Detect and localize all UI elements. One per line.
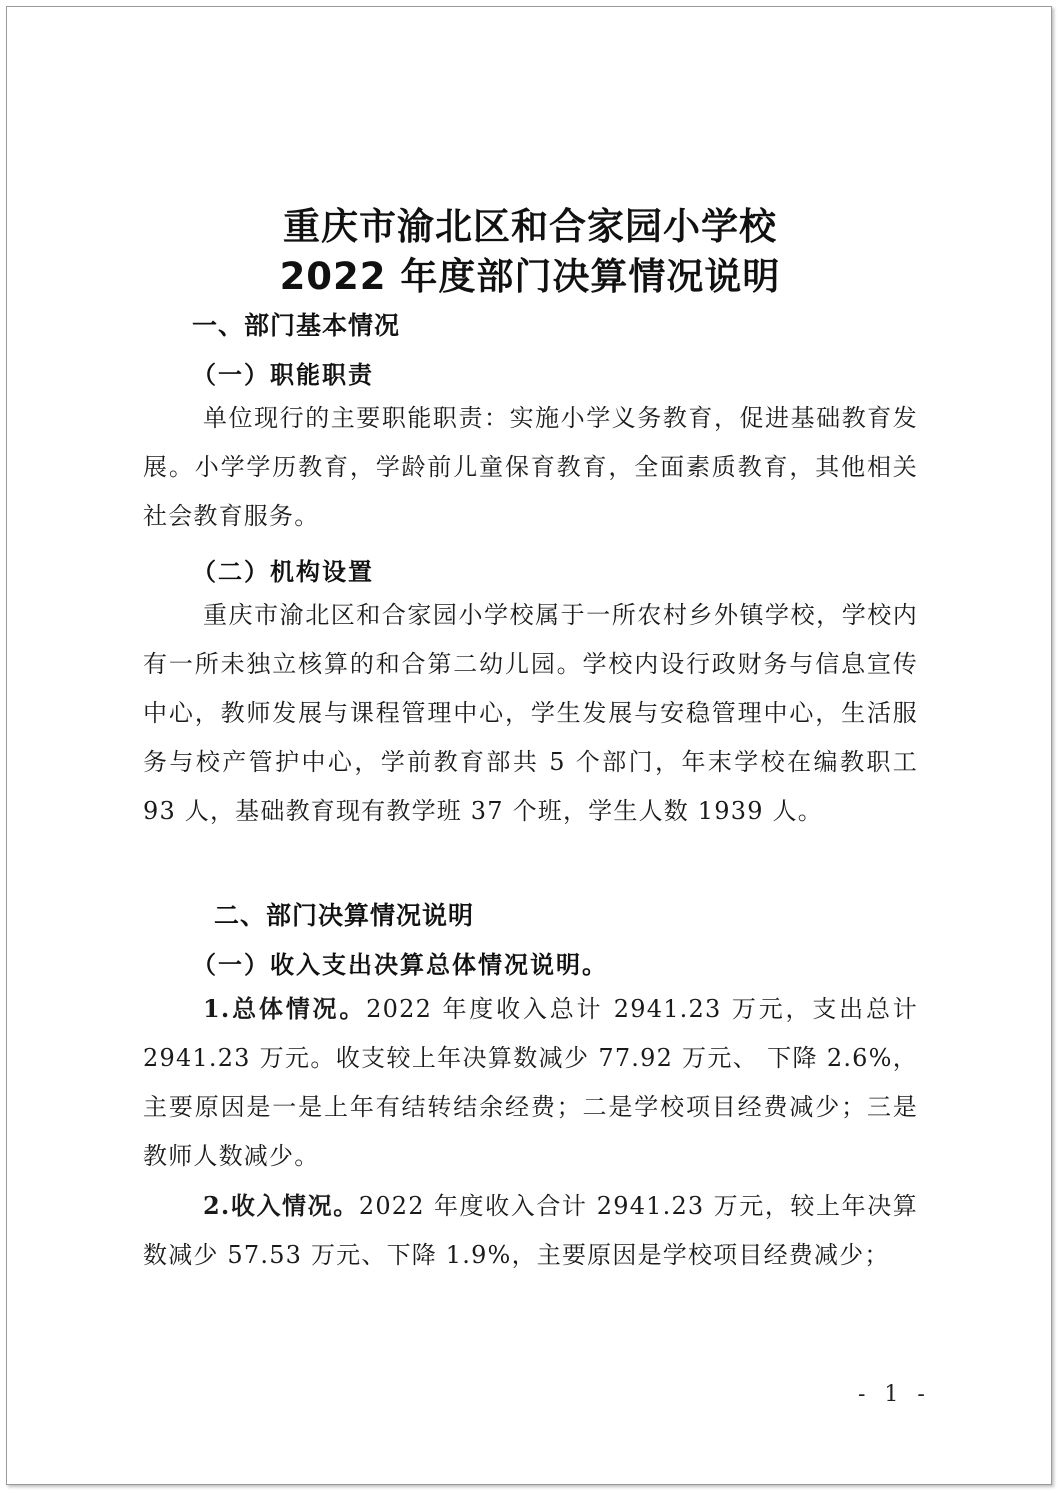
- section-2-heading: 二、部门决算情况说明: [214, 901, 475, 930]
- page-number: - 1 -: [858, 1382, 931, 1407]
- section-1-sub-2-heading: （二）机构设置: [192, 557, 374, 586]
- overall-situation-lead: 1.总体情况。: [203, 994, 367, 1023]
- document-title-line-1: 重庆市渝北区和合家园小学校: [283, 205, 777, 248]
- section-1-heading: 一、部门基本情况: [192, 311, 401, 340]
- section-1-sub-2-body: 重庆市渝北区和合家园小学校属于一所农村乡外镇学校，学校内有一所未独立核算的和合第二幼儿园。学校内设行政财务与信息宣传中心，教师发展与课程管理中心，学生发展与安稳管理中心，生活服务与校产管护中心，学前教育部共 5 个部门，年末学校在编教职工 93 人，基础教育现有教学班 37 个班，学生人数 1939 人。: [143, 601, 918, 825]
- overall-situation-paragraph: [143, 984, 918, 1181]
- income-situation-body: 2022 年度收入合计 2941.23 万元，较上年决算数减少 57.53 万元、下降 1.9%，主要原因是学校项目经费减少；: [143, 1192, 918, 1269]
- overall-situation-body: 2022 年度收入总计 2941.23 万元，支出总计 2941.23 万元。收支较上年决算数减少 77.92 万元、 下降 2.6%，主要原因是一是上年有结转结余经费；二是学校项目经费减少；三是教师人数减少。: [143, 995, 918, 1170]
- income-situation-paragraph: [143, 1181, 918, 1280]
- section-1-sub-1-body: 单位现行的主要职能职责：实施小学义务教育，促进基础教育发展。小学学历教育，学龄前儿童保育教育，全面素质教育，其他相关社会教育服务。: [143, 404, 918, 530]
- section-1-sub-1-heading: （一）职能职责: [192, 360, 374, 389]
- section-2-sub-1-heading: （一）收入支出决算总体情况说明。: [192, 950, 608, 979]
- income-situation-lead: 2.收入情况。: [203, 1191, 359, 1220]
- document-title-line-2: 2022 年度部门决算情况说明: [279, 255, 781, 298]
